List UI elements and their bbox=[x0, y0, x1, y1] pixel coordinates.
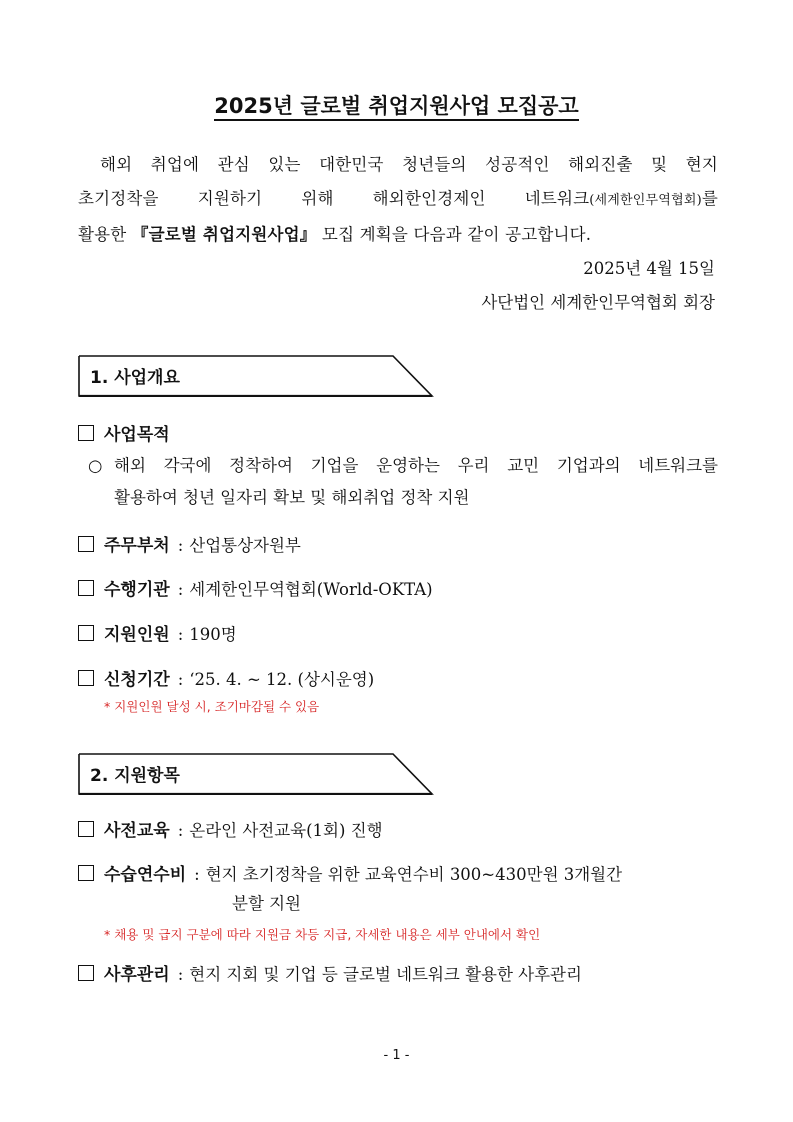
agency-value: 세계한인무역협회(World-OKTA) bbox=[189, 580, 433, 599]
aftercare-sep: : bbox=[177, 965, 184, 984]
period-row bbox=[78, 665, 374, 690]
checkbox-icon bbox=[78, 425, 94, 441]
aftercare-label: 사후관리 bbox=[104, 965, 170, 985]
purpose-line-2: 활용하여 청년 일자리 확보 및 해외취업 정착 지원 bbox=[114, 488, 470, 507]
agency-sep: : bbox=[177, 580, 184, 599]
intro-paragraph bbox=[78, 148, 718, 252]
intro-line-3-start: 활용한 bbox=[78, 225, 132, 244]
ministry-label: 주무부처 bbox=[104, 536, 170, 556]
aftercare-row bbox=[78, 960, 582, 985]
pre-education-value: 온라인 사전교육(1회) 진행 bbox=[189, 821, 383, 840]
section-2-header bbox=[78, 753, 433, 795]
section-2-title: 2. 지원항목 bbox=[90, 766, 180, 786]
purpose-heading bbox=[78, 420, 170, 445]
quota-value: 190명 bbox=[189, 625, 237, 644]
intro-line-1: 해외 취업에 관심 있는 대한민국 청년들의 성공적인 해외진출 및 현지 bbox=[100, 155, 718, 174]
announcement-date: 2025년 4월 15일 bbox=[583, 259, 715, 278]
checkbox-icon bbox=[78, 580, 94, 596]
training-note: * 채용 및 급지 구분에 따라 지원금 차등 지급, 자세한 내용은 세부 안내에서 확인 bbox=[104, 927, 541, 942]
checkbox-icon bbox=[78, 965, 94, 981]
intro-line-3 bbox=[78, 225, 591, 244]
checkbox-icon bbox=[78, 625, 94, 641]
ministry-row bbox=[78, 531, 301, 556]
pre-education-sep: : bbox=[177, 821, 184, 840]
training-line-1: 현지 초기정착을 위한 교육연수비 300~430만원 3개월간 bbox=[205, 865, 623, 884]
intro-org-name: (세계한인무역협회) bbox=[589, 193, 702, 208]
ministry-value: 산업통상자원부 bbox=[189, 536, 301, 555]
quota-label: 지원인원 bbox=[104, 625, 170, 645]
training-row bbox=[78, 860, 622, 885]
title-text: 2025년 글로벌 취업지원사업 모집공고 bbox=[214, 94, 578, 121]
ministry-sep: : bbox=[177, 536, 184, 555]
period-label: 신청기간 bbox=[104, 670, 170, 690]
intro-line-2-text: 초기정착을 지원하기 위해 해외한인경제인 네트워크 bbox=[78, 189, 590, 208]
period-value: ‘25. 4. ~ 12. (상시운영) bbox=[189, 670, 375, 689]
program-name: 『글로벌 취업지원사업』 bbox=[131, 225, 317, 244]
section-1-header bbox=[78, 355, 433, 397]
page-number: - 1 - bbox=[383, 1048, 410, 1063]
intro-line-3-end: 모집 계획을 다음과 같이 공고합니다. bbox=[316, 225, 592, 244]
period-note: * 지원인원 달성 시, 조기마감될 수 있음 bbox=[104, 699, 320, 714]
circle-bullet-icon: ○ bbox=[88, 456, 103, 475]
agency-label: 수행기관 bbox=[104, 580, 170, 600]
purpose-line-1: 해외 각국에 정착하여 기업을 운영하는 우리 교민 기업과의 네트워크를 bbox=[114, 456, 718, 475]
quota-sep: : bbox=[177, 625, 184, 644]
intro-line-2 bbox=[78, 182, 718, 218]
issuer-name: 사단법인 세계한인무역협회 회장 bbox=[481, 293, 715, 312]
purpose-bullet bbox=[88, 450, 718, 514]
section-1-title: 1. 사업개요 bbox=[90, 368, 180, 388]
checkbox-icon bbox=[78, 670, 94, 686]
checkbox-icon bbox=[78, 865, 94, 881]
checkbox-icon bbox=[78, 536, 94, 552]
agency-row bbox=[78, 575, 433, 600]
purpose-label: 사업목적 bbox=[104, 425, 170, 445]
pre-education-row bbox=[78, 816, 383, 841]
quota-row bbox=[78, 620, 237, 645]
training-label: 수습연수비 bbox=[104, 865, 187, 885]
pre-education-label: 사전교육 bbox=[104, 821, 170, 841]
intro-line-2-end: 를 bbox=[701, 189, 718, 208]
checkbox-icon bbox=[78, 821, 94, 837]
aftercare-value: 현지 지회 및 기업 등 글로벌 네트워크 활용한 사후관리 bbox=[189, 965, 582, 984]
page-title bbox=[0, 90, 793, 120]
period-sep: : bbox=[177, 670, 184, 689]
training-line-2: 분할 지원 bbox=[232, 894, 302, 913]
training-sep: : bbox=[194, 865, 200, 884]
